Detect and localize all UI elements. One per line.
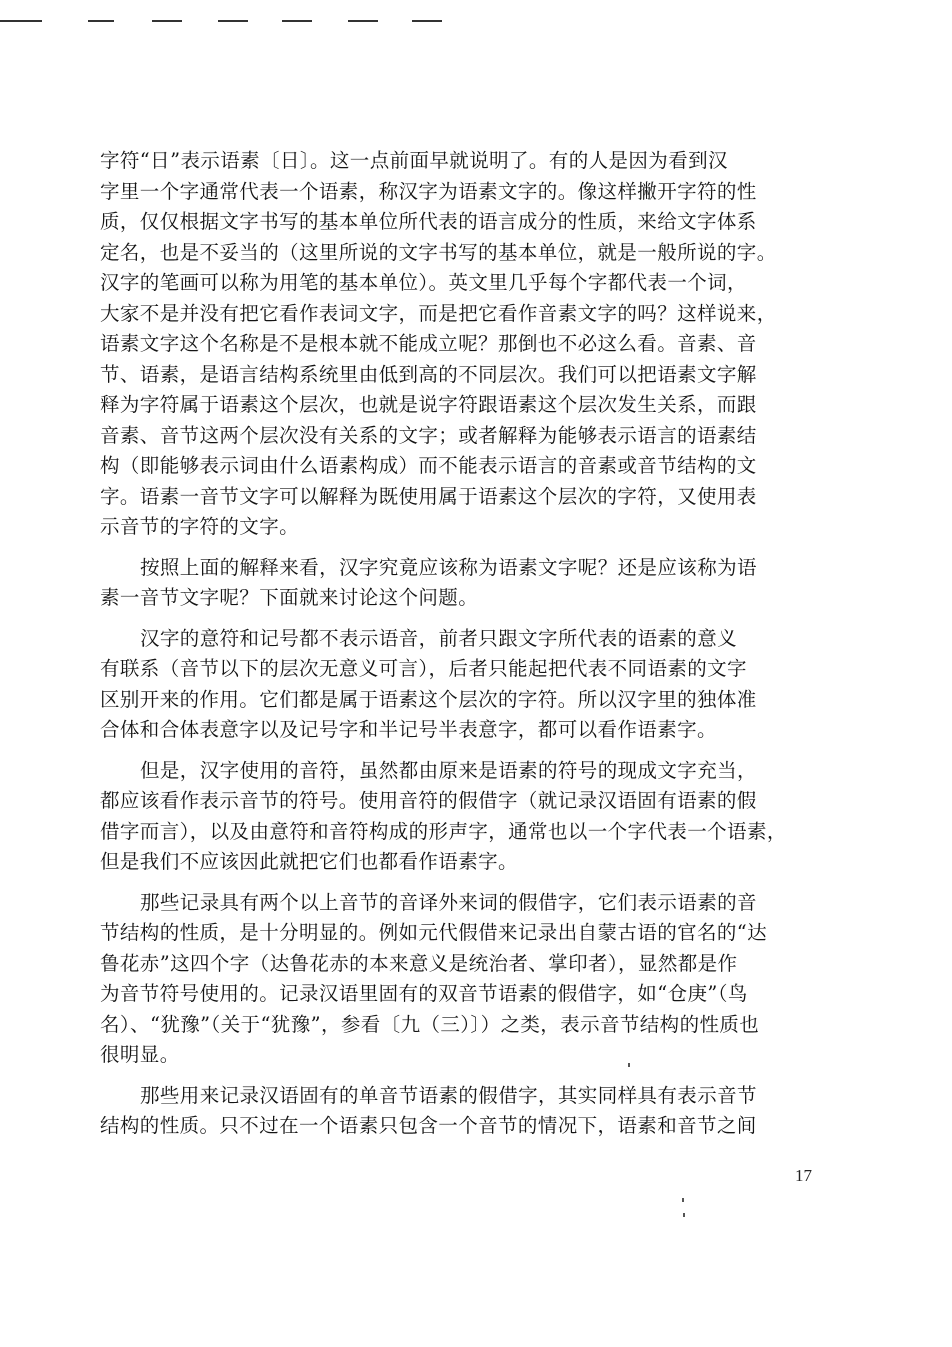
paragraph: [100, 624, 836, 746]
text-line: 汉字的笔画可以称为用笔的基本单位）。英文里几乎每个字都代表一个词，: [100, 271, 747, 294]
paragraph-gap: [100, 878, 836, 888]
text-line: 字符“日”表示语素〔日〕。这一点前面早就说明了。有的人是因为看到汉: [100, 149, 728, 172]
text-line: 都应该看作表示音节的符号。使用音符的假借字（就记录汉语固有语素的假: [100, 789, 757, 812]
paragraph-gap: [100, 1071, 836, 1081]
page-number: 17: [795, 1166, 812, 1185]
scan-speck: [683, 1213, 685, 1217]
text-line: 名）、“犹豫”（关于“犹豫”，参看〔九（三）〕）之类，表示音节结构的性质也: [100, 1012, 760, 1036]
header-rule-segment: [282, 20, 312, 22]
text-line: 释为字符属于语素这个层次，也就是说字符跟语素这个层次发生关系，而跟: [100, 393, 757, 416]
text-line: 但是，汉字使用的音符，虽然都由原来是语素的符号的现成文字充当，: [140, 758, 757, 782]
paragraph: [100, 888, 836, 1071]
paragraph: [100, 146, 836, 543]
page-body-text: [100, 146, 836, 1142]
text-line: 按照上面的解释来看，汉字究竟应该称为语素文字呢？还是应该称为语: [140, 555, 757, 579]
text-line: 汉字的意符和记号都不表示语音，前者只跟文字所代表的语素的意义: [140, 626, 738, 650]
text-line: 构（即能够表示词由什么语素构成）而不能表示语言的音素或音节结构的文: [100, 454, 757, 477]
text-line: 示音节的字符的文字。: [100, 515, 300, 538]
text-line: 字里一个字通常代表一个语素，称汉字为语素文字的。像这样撇开字符的性: [100, 179, 757, 203]
text-line: 那些记录具有两个以上音节的音译外来词的假借字，它们表示语素的音: [140, 890, 757, 914]
paragraph: [100, 553, 836, 614]
header-rule-segment: [218, 20, 248, 22]
text-line: 字。语素一音节文字可以解释为既使用属于语素这个层次的字符，又使用表: [100, 484, 757, 508]
text-line: 为音节符号使用的。记录汉语里固有的双音节语素的假借字，如“仓庚”（鸟: [100, 982, 748, 1005]
text-line: 节、语素，是语言结构系统里由低到高的不同层次。我们可以把语素文字解: [100, 362, 757, 386]
text-line: 结构的性质。只不过在一个语素只包含一个音节的情况下，语素和音节之间: [100, 1114, 757, 1137]
paragraph-gap: [100, 746, 836, 756]
paragraph-gap: [100, 614, 836, 624]
text-line: 借字而言），以及由意符和音符构成的形声字，通常也以一个字代表一个语素，: [100, 819, 787, 843]
text-line: 很明显。: [100, 1043, 180, 1066]
text-line: 区别开来的作用。它们都是属于语素这个层次的字符。所以汉字里的独体准: [100, 687, 757, 711]
header-rule-segment: [88, 20, 114, 22]
text-line: 音素、音节这两个层次没有关系的文字；或者解释为能够表示语言的语素结: [100, 423, 757, 447]
scan-speck: [682, 1198, 684, 1202]
header-rule-segment: [0, 20, 42, 22]
header-rule-segment: [348, 20, 378, 22]
text-line: 质，仅仅根据文字书写的基本单位所代表的语言成分的性质，来给文字体系: [100, 210, 757, 233]
header-rule-segment: [412, 20, 442, 22]
paragraph-gap: [100, 543, 836, 553]
scan-speck: [628, 1063, 630, 1067]
text-line: 合体和合体表意字以及记号字和半记号半表意字，都可以看作语素字。: [100, 718, 717, 741]
text-line: 素一音节文字呢？下面就来讨论这个问题。: [100, 586, 479, 609]
text-line: 语素文字这个名称是不是根本就不能成立呢？那倒也不必这么看。音素、音: [100, 332, 757, 355]
text-line: 有联系（音节以下的层次无意义可言），后者只能起把代表不同语素的文字: [100, 657, 747, 680]
text-line: 但是我们不应该因此就把它们也都看作语素字。: [100, 850, 518, 873]
text-line: 定名，也是不妥当的（这里所说的文字书写的基本单位，就是一般所说的字。: [100, 240, 777, 264]
text-line: 节结构的性质，是十分明显的。例如元代假借来记录出自蒙古语的官名的“达: [100, 921, 768, 944]
paragraph: [100, 756, 836, 878]
text-line: 鲁花赤”这四个字（达鲁花赤的本来意义是统治者、掌印者），显然都是作: [100, 951, 738, 975]
text-line: 那些用来记录汉语固有的单音节语素的假借字，其实同样具有表示音节: [140, 1083, 757, 1107]
paragraph: [100, 1081, 836, 1142]
text-line: 大家不是并没有把它看作表词文字，而是把它看作音素文字的吗？这样说来，: [100, 301, 777, 325]
header-rule-segment: [152, 20, 182, 22]
